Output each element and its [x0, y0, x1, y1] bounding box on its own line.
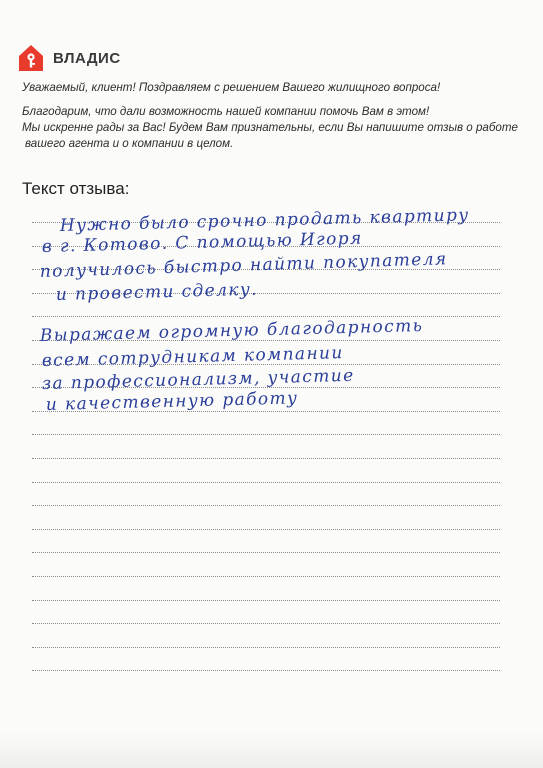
- intro-line: вашего агента и о компании в целом.: [25, 137, 234, 150]
- intro-line: Благодарим, что дали возможность нашей компании помочь Вам в этом!: [22, 105, 430, 118]
- handwritten-line: в г. Котово. С помощью Игоря: [41, 228, 363, 257]
- handwritten-line: Выражаем огромную благодарность: [39, 315, 424, 346]
- brand-name: ВЛАДИС: [53, 49, 121, 67]
- intro-line: Мы искренне рады за Вас! Будем Вам признательны, если Вы напишите отзыв о работе: [22, 121, 518, 134]
- handwritten-line: и провести сделку.: [55, 279, 259, 305]
- handwritten-line: получилось быстро найти покупателя: [39, 249, 448, 282]
- handwritten-line: всем сотрудникам компании: [41, 343, 344, 371]
- handwritten-line: за профессионализм, участие: [41, 365, 355, 394]
- greeting-text: Уважаемый, клиент! Поздравляем с решением Вашего жилищного вопроса!: [22, 81, 441, 94]
- review-heading: Текст отзыва:: [22, 179, 130, 198]
- handwritten-line: Нужно было срочно продать квартиру: [59, 205, 470, 236]
- handwritten-line: и качественную работу: [45, 388, 299, 415]
